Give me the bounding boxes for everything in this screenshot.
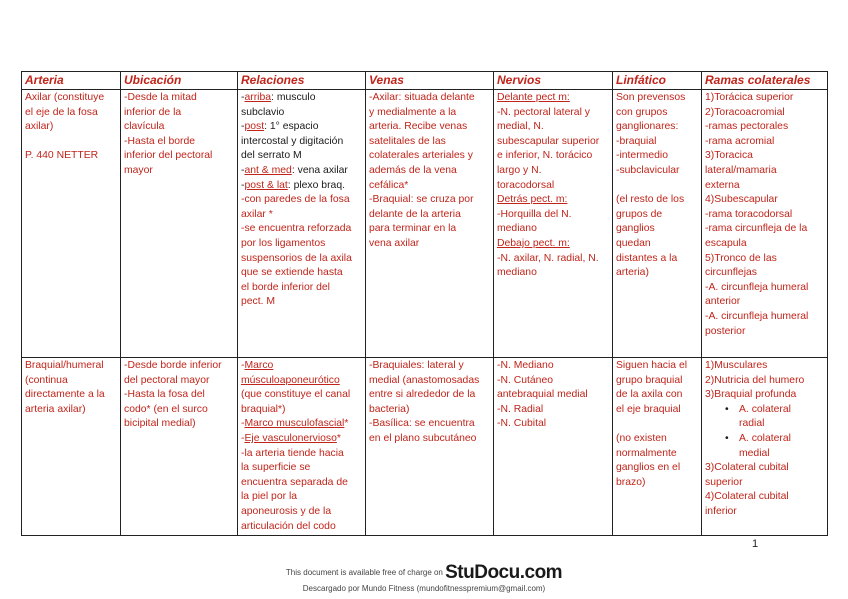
cell-relaciones — [238, 90, 366, 358]
text-line: e inferior, N. torácico — [497, 150, 593, 162]
text-line: inferior de la — [124, 106, 182, 118]
text-line: -N. Cutáneo — [497, 374, 554, 386]
text-line: toracodorsal — [497, 179, 555, 191]
text-line: P. 440 NETTER — [25, 150, 99, 162]
text-line: medial (anastomosadas — [369, 374, 480, 386]
cell-nervios — [494, 90, 613, 358]
text-line: subclavio — [241, 106, 285, 118]
text-line: -Desde la mitad — [124, 92, 197, 103]
text-line: colaterales arteriales y — [369, 150, 473, 162]
text-line: del serrato M — [241, 150, 302, 162]
text-line: satelitales de las — [369, 135, 446, 147]
footer-availability — [0, 562, 848, 584]
text-line: pect. M — [241, 296, 276, 308]
text-line: Siguen hacia el — [616, 360, 688, 371]
text-line: Son prevensos — [616, 92, 686, 103]
header-relaciones: Relaciones — [238, 72, 366, 90]
cell-ubicacion — [121, 90, 238, 358]
table-row-braquial — [22, 358, 828, 536]
text-line: anterior — [705, 296, 741, 308]
text-line: mediano — [497, 267, 537, 279]
header-venas: Venas — [366, 72, 494, 90]
text-line: -la arteria tiende hacia — [241, 447, 344, 459]
header-nervios: Nervios — [494, 72, 613, 90]
text-line: -con paredes de la fosa — [241, 194, 350, 206]
text-line: bicipital medial) — [124, 418, 196, 430]
text-line: (el resto de los — [616, 194, 685, 206]
text-line: -subclavicular — [616, 164, 680, 176]
cell-ramas — [702, 90, 828, 358]
text-line: vena axilar — [369, 237, 420, 249]
text-line: -Hasta el borde — [124, 135, 196, 147]
text-line: 1)Musculares — [705, 360, 768, 371]
text-line: además de la vena — [369, 164, 457, 176]
cell-arteria — [22, 358, 121, 536]
text-line: encuentra separada de — [241, 476, 348, 488]
text-line: entre si alrededor de la — [369, 389, 476, 401]
text-line — [616, 417, 698, 432]
header-row — [22, 72, 828, 90]
nerve-group-heading: Detrás pect. m: — [497, 194, 568, 206]
text-line: -Desde borde inferior — [124, 360, 222, 371]
text-line: arteria. Recibe venas — [369, 121, 468, 133]
text-line: braquial*) — [241, 403, 286, 415]
text-line: -ramas pectorales — [705, 121, 789, 133]
text-line: largo y N. — [497, 164, 542, 176]
text-line: en el plano subcutáneo — [369, 432, 477, 444]
text-line: cefálica* — [369, 179, 409, 191]
text-line: -post: 1° espacio — [241, 121, 319, 133]
text-line: -ant & med: vena axilar — [241, 164, 348, 176]
text-line: distantes a la — [616, 252, 678, 264]
text-line: -Marco — [241, 360, 274, 371]
text-line: el borde inferior del — [241, 281, 330, 293]
text-line: -N. axilar, N. radial, N. — [497, 252, 599, 264]
text-line: inferior — [705, 505, 737, 517]
header-ramas: Ramas colaterales — [702, 72, 828, 90]
text-line: suspensorios de la axila — [241, 252, 352, 264]
text-line: para terminar en la — [369, 223, 457, 235]
text-line: (continua — [25, 374, 68, 386]
text-line: axilar) — [25, 121, 54, 133]
text-line: escapula — [705, 237, 747, 249]
text-line: codo* (en el surco — [124, 403, 208, 415]
ramas-bullet-list — [705, 403, 824, 461]
text-line: 5)Tronco de las — [705, 252, 777, 264]
text-line: circunflejas — [705, 267, 757, 279]
text-line: -A. circunfleja humeral — [705, 310, 809, 322]
text-line — [25, 135, 117, 150]
text-line: -Marco musculofascial* — [241, 418, 349, 430]
text-line: -N. Mediano — [497, 360, 554, 371]
nerve-group-heading: Delante pect m: — [497, 92, 570, 103]
anatomy-table — [21, 71, 828, 536]
cell-arteria — [22, 90, 121, 358]
header-linfatico: Linfático — [613, 72, 702, 90]
text-line: el eje de la fosa — [25, 106, 98, 118]
text-line: Braquial/humeral — [25, 360, 104, 371]
text-line: -post & lat: plexo braq. — [241, 179, 345, 191]
text-line: (no existen — [616, 432, 667, 444]
text-line: 2)Nutricia del humero — [705, 374, 805, 386]
text-line: directamente a la — [25, 389, 105, 401]
text-line: el eje braquial — [616, 403, 681, 415]
text-line: -rama circunfleja de la — [705, 223, 808, 235]
text-line: -Braquial: se cruza por — [369, 194, 474, 206]
text-line: -Horquilla del N. — [497, 208, 572, 220]
text-line: -Braquiales: lateral y — [369, 360, 464, 371]
text-line: con grupos — [616, 106, 668, 118]
text-line: medial, N. — [497, 121, 544, 133]
text-line: subescapular superior — [497, 135, 600, 147]
text-line: superior — [705, 476, 743, 488]
text-line: -se encuentra reforzada — [241, 223, 352, 235]
text-line: arteria axilar) — [25, 403, 86, 415]
footer-available-text: This document is available free of charge on — [285, 568, 443, 577]
text-line: 1)Torácica superior — [705, 92, 794, 103]
text-line: -rama toracodorsal — [705, 208, 793, 220]
text-line: ganglionares: — [616, 121, 679, 133]
footer-downloaded: Descargado por Mundo Fitness (mundofitnesspremium@gmail.com) — [302, 584, 546, 593]
text-line: bacteria) — [369, 403, 410, 415]
text-line: Axilar (constituye — [25, 92, 105, 103]
text-line: normalmente — [616, 447, 677, 459]
text-line: 3)Toracica — [705, 150, 753, 162]
text-line: brazo) — [616, 476, 646, 488]
text-line: -N. pectoral lateral y — [497, 106, 590, 118]
page-number: 1 — [752, 538, 759, 550]
text-line: (que constituye el canal — [241, 389, 351, 401]
text-line: grupo braquial — [616, 374, 683, 386]
studocu-logo[interactable]: StuDocu.com — [445, 562, 563, 583]
ramas-list-a — [705, 359, 824, 403]
text-line — [616, 179, 698, 194]
text-line: que se extiende hasta — [241, 267, 343, 279]
header-ubicacion: Ubicación — [121, 72, 238, 90]
cell-venas — [366, 90, 494, 358]
text-line: la superficie se — [241, 462, 311, 474]
text-line: -Hasta la fosa del — [124, 389, 205, 401]
text-line: arteria) — [616, 267, 649, 279]
text-line: intercostal y digitación — [241, 135, 344, 147]
text-line: inferior del pectoral — [124, 150, 213, 162]
cell-ramas — [702, 358, 828, 536]
text-line: ganglios — [616, 223, 655, 235]
text-line: 4)Colateral cubital — [705, 491, 789, 503]
text-line: -Basílica: se encuentra — [369, 418, 475, 430]
ramas-list-c — [705, 461, 824, 519]
text-line: mayor — [124, 164, 153, 176]
text-line: 3)Braquial profunda — [705, 389, 797, 401]
text-line: -rama acromial — [705, 135, 775, 147]
text-line: de la axila con — [616, 389, 683, 401]
text-line: -N. Radial — [497, 403, 544, 415]
cell-venas — [366, 358, 494, 536]
text-line: músculoaponeurótico — [241, 374, 340, 386]
text-line: delante de la arteria — [369, 208, 461, 220]
nerve-group-heading: Debajo pect. m: — [497, 237, 570, 249]
text-line: por los ligamentos — [241, 237, 326, 249]
table-row-axilar — [22, 90, 828, 358]
text-line: mediano — [497, 223, 537, 235]
text-line: antebraquial medial — [497, 389, 588, 401]
cell-linfatico — [613, 358, 702, 536]
text-line: -Axilar: situada delante — [369, 92, 475, 103]
text-line: grupos de — [616, 208, 663, 220]
text-line: clavícula — [124, 121, 165, 133]
text-line: articulación del codo — [241, 520, 336, 532]
header-arteria: Arteria — [22, 72, 121, 90]
text-line: ganglios en el — [616, 462, 681, 474]
text-line: -braquial — [616, 135, 657, 147]
text-line: -N. Cubital — [497, 418, 547, 430]
text-line: 4)Subescapular — [705, 194, 778, 206]
text-line: -A. circunfleja humeral — [705, 281, 809, 293]
text-line: quedan — [616, 237, 651, 249]
text-line: externa — [705, 179, 740, 191]
text-line: -intermedio — [616, 150, 668, 162]
list-item: • A. colateral medial — [739, 432, 824, 461]
cell-linfatico — [613, 90, 702, 358]
text-line: 2)Toracoacromial — [705, 106, 785, 118]
text-line: axilar * — [241, 208, 273, 220]
text-line: aponeurosis y de la — [241, 505, 332, 517]
text-line: 3)Colateral cubital — [705, 462, 789, 474]
text-line: la piel por la — [241, 491, 298, 503]
text-line: y medialmente a la — [369, 106, 457, 118]
cell-relaciones — [238, 358, 366, 536]
cell-ubicacion — [121, 358, 238, 536]
text-line: del pectoral mayor — [124, 374, 210, 386]
text-line: posterior — [705, 325, 746, 337]
text-line: -Eje vasculonervioso* — [241, 432, 341, 444]
cell-nervios — [494, 358, 613, 536]
list-item: • A. colateral radial — [739, 403, 824, 432]
text-line: -arriba: musculo — [241, 92, 316, 103]
text-line: lateral/mamaria — [705, 164, 777, 176]
